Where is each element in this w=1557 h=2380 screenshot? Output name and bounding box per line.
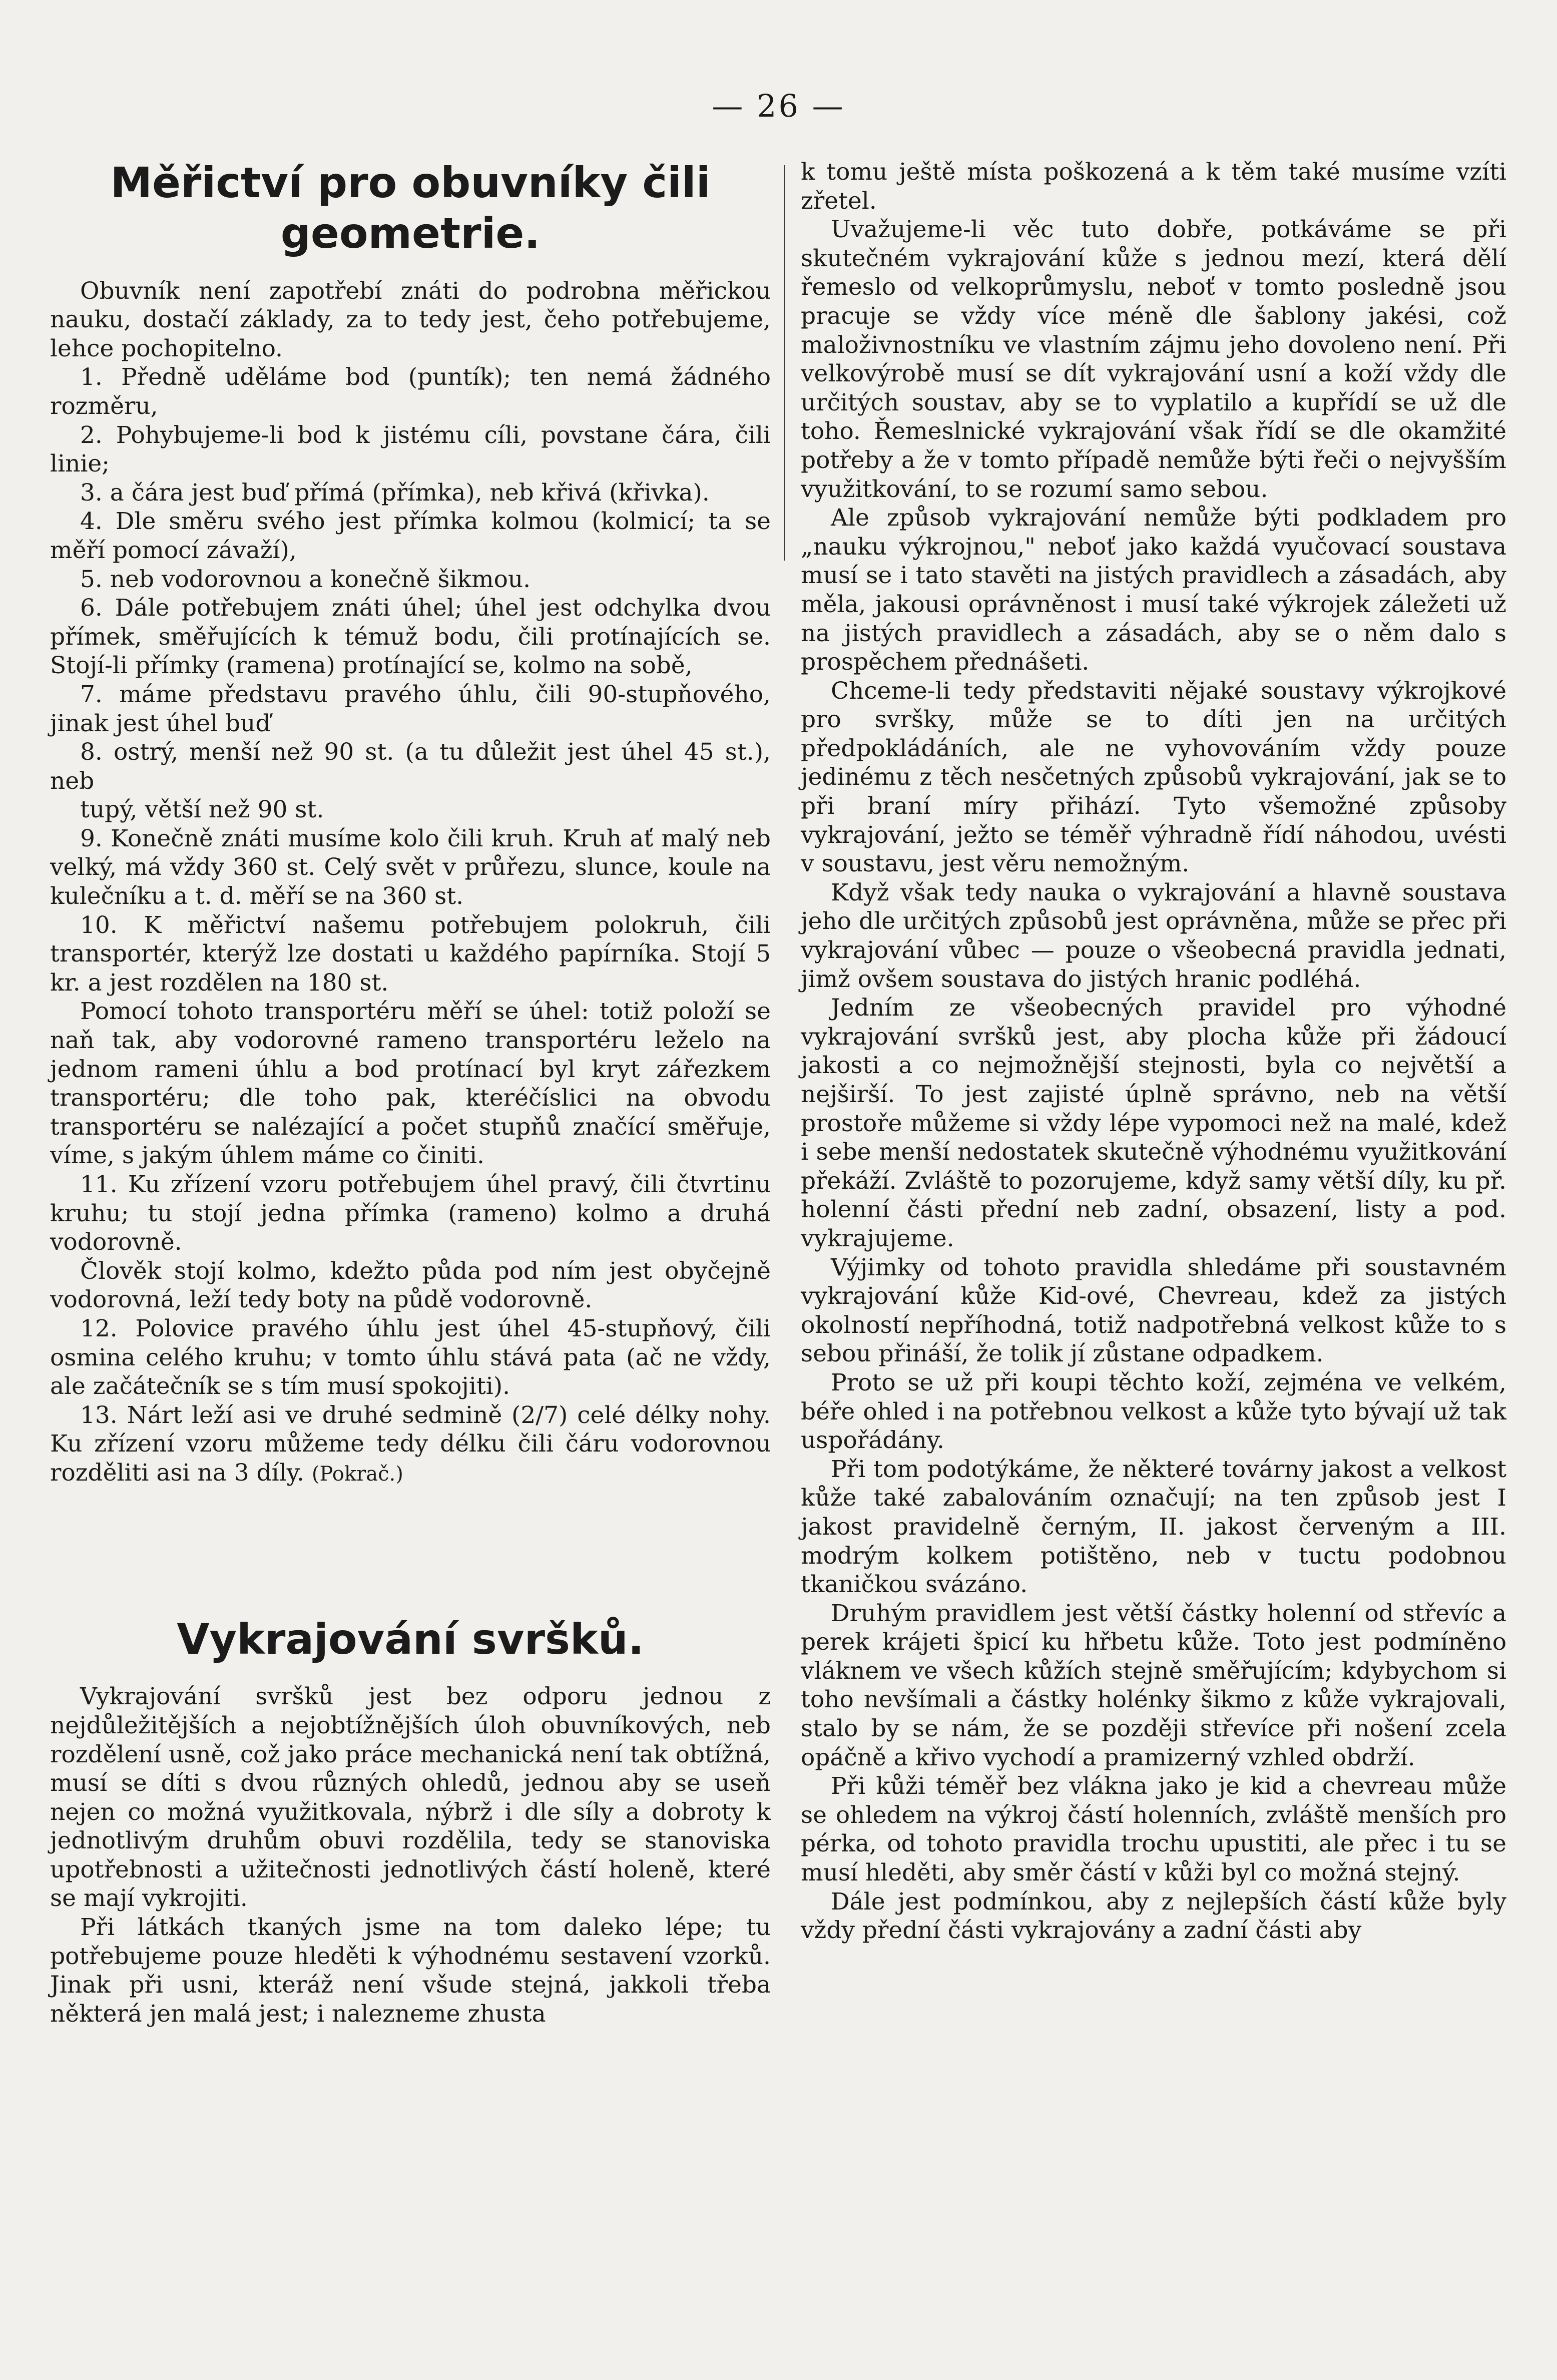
paragraph: 7. máme představu pravého úhlu, čili 90-stupňového, jinak jest úhel buď [50, 680, 771, 737]
paragraph: Výjimky od tohoto pravidla shledáme při soustavném vykrajování kůže Kid-ové, Chevreau, kdež za jistých okolností nepříhodná, totiž nadpotřebná velkost kůže to s sebou přináší, že tolik jí zůstane odpadkem. [801, 1253, 1506, 1368]
paragraph: k tomu ještě místa poškozená a k těm také musíme vzíti zřetel. [801, 158, 1506, 215]
paragraph: 8. ostrý, menší než 90 st. (a tu důležit jest úhel 45 st.), neb [50, 738, 771, 795]
paragraph: Vykrajování svršků jest bez odporu jednou z nejdůležitějších a nejobtížnějších úloh obuvníkových, neb rozdělení usně, což jako práce mechanická není tak obtížná, musí se díti s dvou různých ohledů, jednou aby se useň nejen co možná využitkovala, nýbrž i dle síly a dobroty k jednotlivým druhům obuvi rozdělila, tedy se stanoviska upotřebnosti a užitečnosti jednotlivých částí holeně, které se mají vykrojiti. [50, 1683, 771, 1913]
paragraph: 5. neb vodorovnou a konečně šikmou. [80, 565, 531, 593]
paragraph: Dále jest podmínkou, aby z nejlepších částí kůže byly vždy přední části vykrajovány a zadní části aby [801, 1887, 1506, 1945]
paragraph: 9. Konečně znáti musíme kolo čili kruh. Kruh ať malý neb velký, má vždy 360 st. Celý svět v průřezu, slunce, koule na kulečníku a t. d. měří se na 360 st. [50, 824, 771, 910]
paragraph: Druhým pravidlem jest větší částky holenní od střevíc a perek krájeti špicí ku hřbetu kůže. Toto jest podmíněno vláknem ve všech kůžích stejně směřujícím; kdybychom si toho nevšímali a částky holénky šikmo z kůže vykrajovali, stalo by se nám, že se později střevíce při nošení zcela opáčně a křivo vychodí a pramizerný vzhled obdrží. [801, 1599, 1506, 1771]
article-heading-geometry: Měřictví pro obuvníky čili geometrie. [110, 158, 711, 258]
paragraph: Člověk stojí kolmo, kdežto půda pod ním jest obyčejně vodorovná, leží tedy boty na půdě vodorovně. [50, 1257, 771, 1314]
paragraph: Pomocí tohoto transportéru měří se úhel: totiž položí se naň tak, aby vodorovné rameno transportéru leželo na jednom rameni úhlu a bod protínací byl kryt zářezkem transportéru; dle toho pak, kteréčíslici na obvodu transportéru se nalézající a počet stupňů značící směřuje, víme, s jakým úhlem máme co činiti. [50, 998, 771, 1170]
paragraph: Při tom podotýkáme, že některé továrny jakost a velkost kůže také zabalováním označují; na ten způsob jest I jakost pravidelně černým, II. jakost červeným a III. modrým kolkem potištěno, neb v tuctu podobnou tkaničkou svázáno. [801, 1455, 1506, 1599]
paragraph: 11. Ku zřízení vzoru potřebujem úhel pravý, čili čtvrtinu kruhu; tu stojí jedna přímka (rameno) kolmo a druhá vodorovně. [50, 1171, 771, 1256]
paragraph: Ale způsob vykrajování nemůže býti podkladem pro „nauku výkrojnou," neboť jako každá vyučovací soustava musí se i tato stavěti na jistých pravidlech a zásadách, aby měla, jakousi oprávněnost i musí také výkrojek záležeti už na jistých pravidlech a zásadách, aby se o něm dalo s prospěchem přednášeti. [801, 504, 1506, 676]
paragraph: Proto se už při koupi těchto koží, zejména ve velkém, béře ohled i na potřebnou velkost a kůže tyto bývají už tak uspořádány. [801, 1368, 1506, 1455]
paragraph: 6. Dále potřebujem znáti úhel; úhel jest odchylka dvou přímek, směřujících k témuž bodu, čili protínajících se. Stojí-li přímky (ramena) protínající se, kolmo na sobě, [50, 594, 771, 680]
paragraph: 10. K měřictví našemu potřebujem polokruh, čili transportér, kterýž lze dostati u každého papírníka. Stojí 5 kr. a jest rozdělen na 180 st. [50, 911, 771, 997]
paragraph: 1. Předně uděláme bod (puntík); ten nemá žádného rozměru, [50, 363, 771, 420]
paragraph: Při látkách tkaných jsme na tom daleko lépe; tu potřebujeme pouze hleděti k výhodnému sestavení vzorků. Jinak při usni, kteráž není všude stejná, jakkoli třeba některá jen malá jest; i nalezneme zhusta [50, 1914, 771, 2028]
paragraph: Při kůži téměř bez vlákna jako je kid a chevreau může se ohledem na výkroj částí holenních, zvláště menších pro pérka, od tohoto pravidla trochu upustiti, ale přec i tu se musí hleděti, aby směr částí v kůži byl co možná stejný. [801, 1772, 1506, 1887]
article-heading-cutting: Vykrajování svršků. [177, 1614, 644, 1664]
paragraph-last [50, 1401, 771, 1489]
paragraph: 2. Pohybujeme-li bod k jistému cíli, povstane čára, čili linie; [50, 421, 771, 478]
paragraph-text: 13. Nárt leží asi ve druhé sedmině (2/7) celé délky nohy. Ku zřízení vzoru můžeme tedy délku čili čáru vodorovnou rozděliti asi na 3 díly. [50, 1401, 771, 1487]
column-divider [784, 165, 785, 561]
paragraph: Když však tedy nauka o vykrajování a hlavně soustava jeho dle určitých způsobů jest oprávněna, může se přec při vykrajování vůbec — pouze o všeobecná pravidla jednati, jimž ovšem soustava do jistých hranic podléhá. [801, 878, 1506, 993]
continued-note: (Pokrač.) [311, 1462, 403, 1486]
paragraph: 4. Dle směru svého jest přímka kolmou (kolmicí; ta se měří pomocí závaží), [50, 508, 771, 564]
paragraph: 3. a čára jest buď přímá (přímka), neb křivá (křivka). [80, 479, 710, 507]
paragraph: Jedním ze všeobecných pravidel pro výhodné vykrajování svršků jest, aby plocha kůže při žádoucí jakosti a co nejmožnější stejnosti, byla co největší a nejširší. To jest zajisté úplně správno, neb na větší prostoře můžeme si vždy lépe vypomoci než na malé, kdež i sebe menší nedostatek skutečně výhodnému využitkování překáží. Zvláště to pozorujeme, když samy větší díly, ku př. holenní části přední neb zadní, obsazení, listy a pod. vykrajujeme. [801, 994, 1506, 1252]
paragraph: 12. Polovice pravého úhlu jest úhel 45-stupňový, čili osmina celého kruhu; v tomto úhlu stává pata (ač ne vždy, ale začátečník se s tím musí spokojiti). [50, 1314, 771, 1400]
right-column [801, 158, 1506, 1945]
paragraph: Chceme-li tedy představiti nějaké soustavy výkrojkové pro svršky, může se to díti jen na určitých předpokládáních, ale ne vyhovováním vždy pouze jedinému z těch nesčetných způsobů vykrajování, jak se to při braní míry přihází. Tyto všemožné způsoby vykrajování, ježto se téměř výhradně řídí náhodou, uvésti v soustavu, jest věru nemožným. [801, 677, 1506, 878]
paragraph: tupý, větší než 90 st. [80, 796, 324, 824]
paragraph: Obuvník není zapotřebí znáti do podrobna měřickou nauku, dostačí základy, za to tedy jest, čeho potřebujeme, lehce pochopitelno. [50, 277, 771, 362]
page-number: — 26 — [712, 88, 845, 124]
paragraph: Uvažujeme-li věc tuto dobře, potkáváme se při skutečném vykrajování kůže s jednou mezí, která dělí řemeslo od velkoprůmyslu, neboť v tomto posledně jsou pracuje se vždy více méně dle šablony jakési, což maloživnostníku ve vlastním zájmu jeho dovoleno není. Při velkovýrobě musí se dít vykrajování usní a koží vždy dle určitých soustav, aby se to vyplatilo a kupřídí se už dle toho. Řemeslnické vykrajování však řídí se dle okamžité potřeby a že v tomto případě nemůže býti řeči o nejvyšším využitkování, to se rozumí samo sebou. [801, 216, 1506, 503]
left-column [50, 158, 771, 2028]
